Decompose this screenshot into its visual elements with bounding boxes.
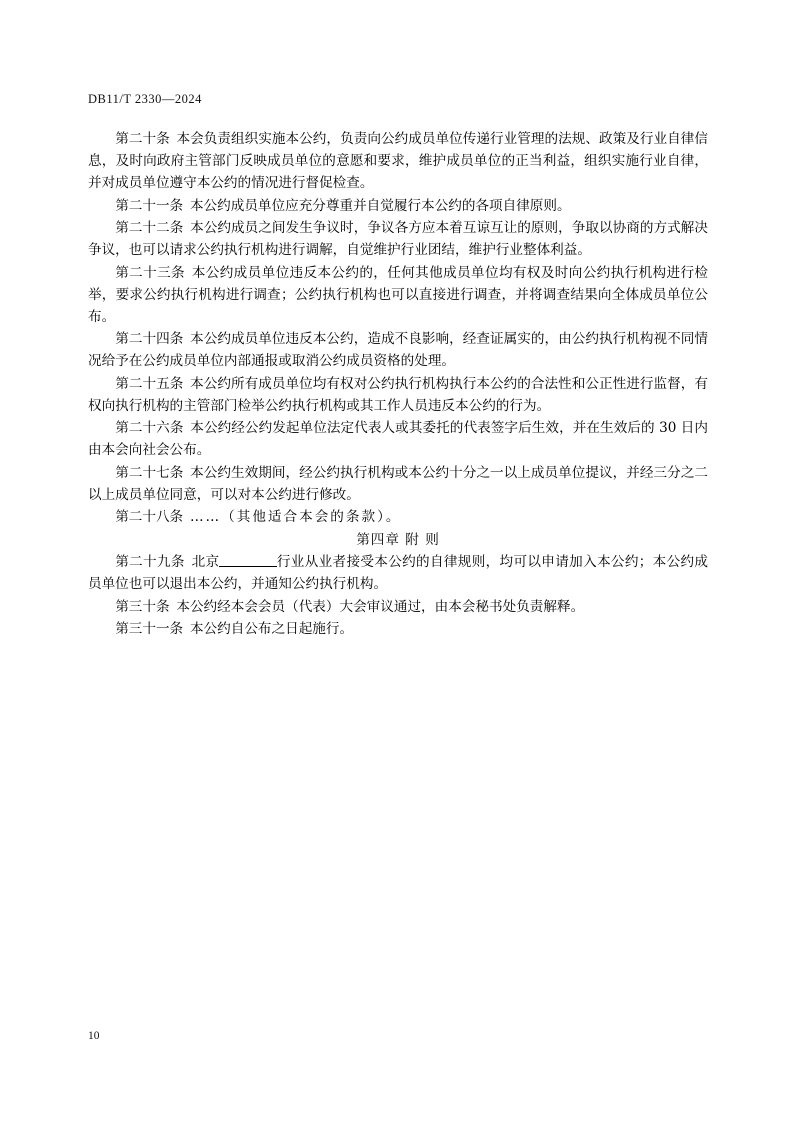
article-number: 第二十七条 [115,464,184,481]
article-number: 第二十三条 [115,264,185,281]
article-text: 本公约自公布之日起施行。 [189,621,354,638]
page-header [88,92,202,107]
article-paragraph [88,217,708,261]
article-paragraph [88,128,708,194]
article-paragraph [88,551,708,595]
article-text-before-blank: 北京 [191,554,220,571]
standard-code: DB11/T 2330—2024 [88,92,202,106]
article-number: 第二十九条 [115,554,185,571]
article-text: 本公约所有成员单位均有权对公约执行机构执行本公约的合法性和公正性进行监督，有权向执行机构的主管部门检举公约执行机构或其工作人员违反本公约的行为。 [88,375,709,414]
article-text: 本公约生效期间，经公约执行机构或本公约十分之一以上成员单位提议，并经三分之二以上成员单位同意，可以对本公约进行修改。 [88,464,709,503]
article-paragraph [88,462,708,506]
article-paragraph [88,596,708,618]
article-text: 本会负责组织实施本公约，负责向公约成员单位传递行业管理的法规、政策及行业自律信息，及时向政府主管部门反映成员单位的意愿和要求，维护成员单位的正当利益，组织实施行业自律，并对成员单位遵守本公约的情况进行督促检查。 [88,131,709,192]
fill-in-blank [219,566,276,567]
article-paragraph [88,373,708,417]
article-paragraph [88,195,708,217]
chapter-heading: 第四章 附 则 [356,532,440,549]
article-number: 第二十一条 [115,197,184,214]
article-number: 第二十六条 [115,420,184,437]
article-text: 本公约成员单位违反本公约的，任何其他成员单位均有权及时向公约执行机构进行检举，要求公约执行机构进行调查；公约执行机构也可以直接进行调查，并将调查结果向全体成员单位公布。 [88,264,709,325]
article-paragraph [88,328,708,372]
article-text: ……（其他适合本会的条款）。 [189,509,402,526]
article-number: 第二十八条 [115,509,184,526]
article-text: 本公约经本会会员（代表）大会审议通过，由本会秘书处负责解释。 [176,598,585,615]
article-text: 本公约成员之间发生争议时，争议各方应本着互谅互让的原则，争取以协商的方式解决争议，也可以请求公约执行机构进行调解，自觉维护行业团结，维护行业整体利益。 [88,220,709,259]
article-number: 第三十一条 [115,621,184,638]
article-number: 第二十条 [115,131,170,147]
article-number: 第二十五条 [115,375,184,392]
article-text: 本公约成员单位违反本公约，造成不良影响，经查证属实的，由公约执行机构视不同情况给予在公约成员单位内部通报或取消公约成员资格的处理。 [88,331,709,370]
article-number: 第二十四条 [115,331,184,348]
page-number: 10 [88,1030,100,1042]
article-text: 本公约成员单位应充分尊重并自觉履行本公约的各项自律原则。 [189,197,571,214]
article-paragraph [88,262,708,328]
document-body [88,128,708,641]
article-number: 第三十条 [115,598,170,615]
article-number: 第二十二条 [115,220,184,237]
article-paragraph [88,618,708,640]
article-text-after-blank: 行业从业者接受本公约的自律规则，均可以申请加入本公约；本公约成员单位也可以退出本公约，并通知公约执行机构。 [88,554,709,593]
article-text: 本公约经公约发起单位法定代表人或其委托的代表签字后生效，并在生效后的 30 日内由本会向社会公布。 [88,420,709,459]
article-paragraph [88,506,708,528]
article-paragraph [88,417,708,461]
